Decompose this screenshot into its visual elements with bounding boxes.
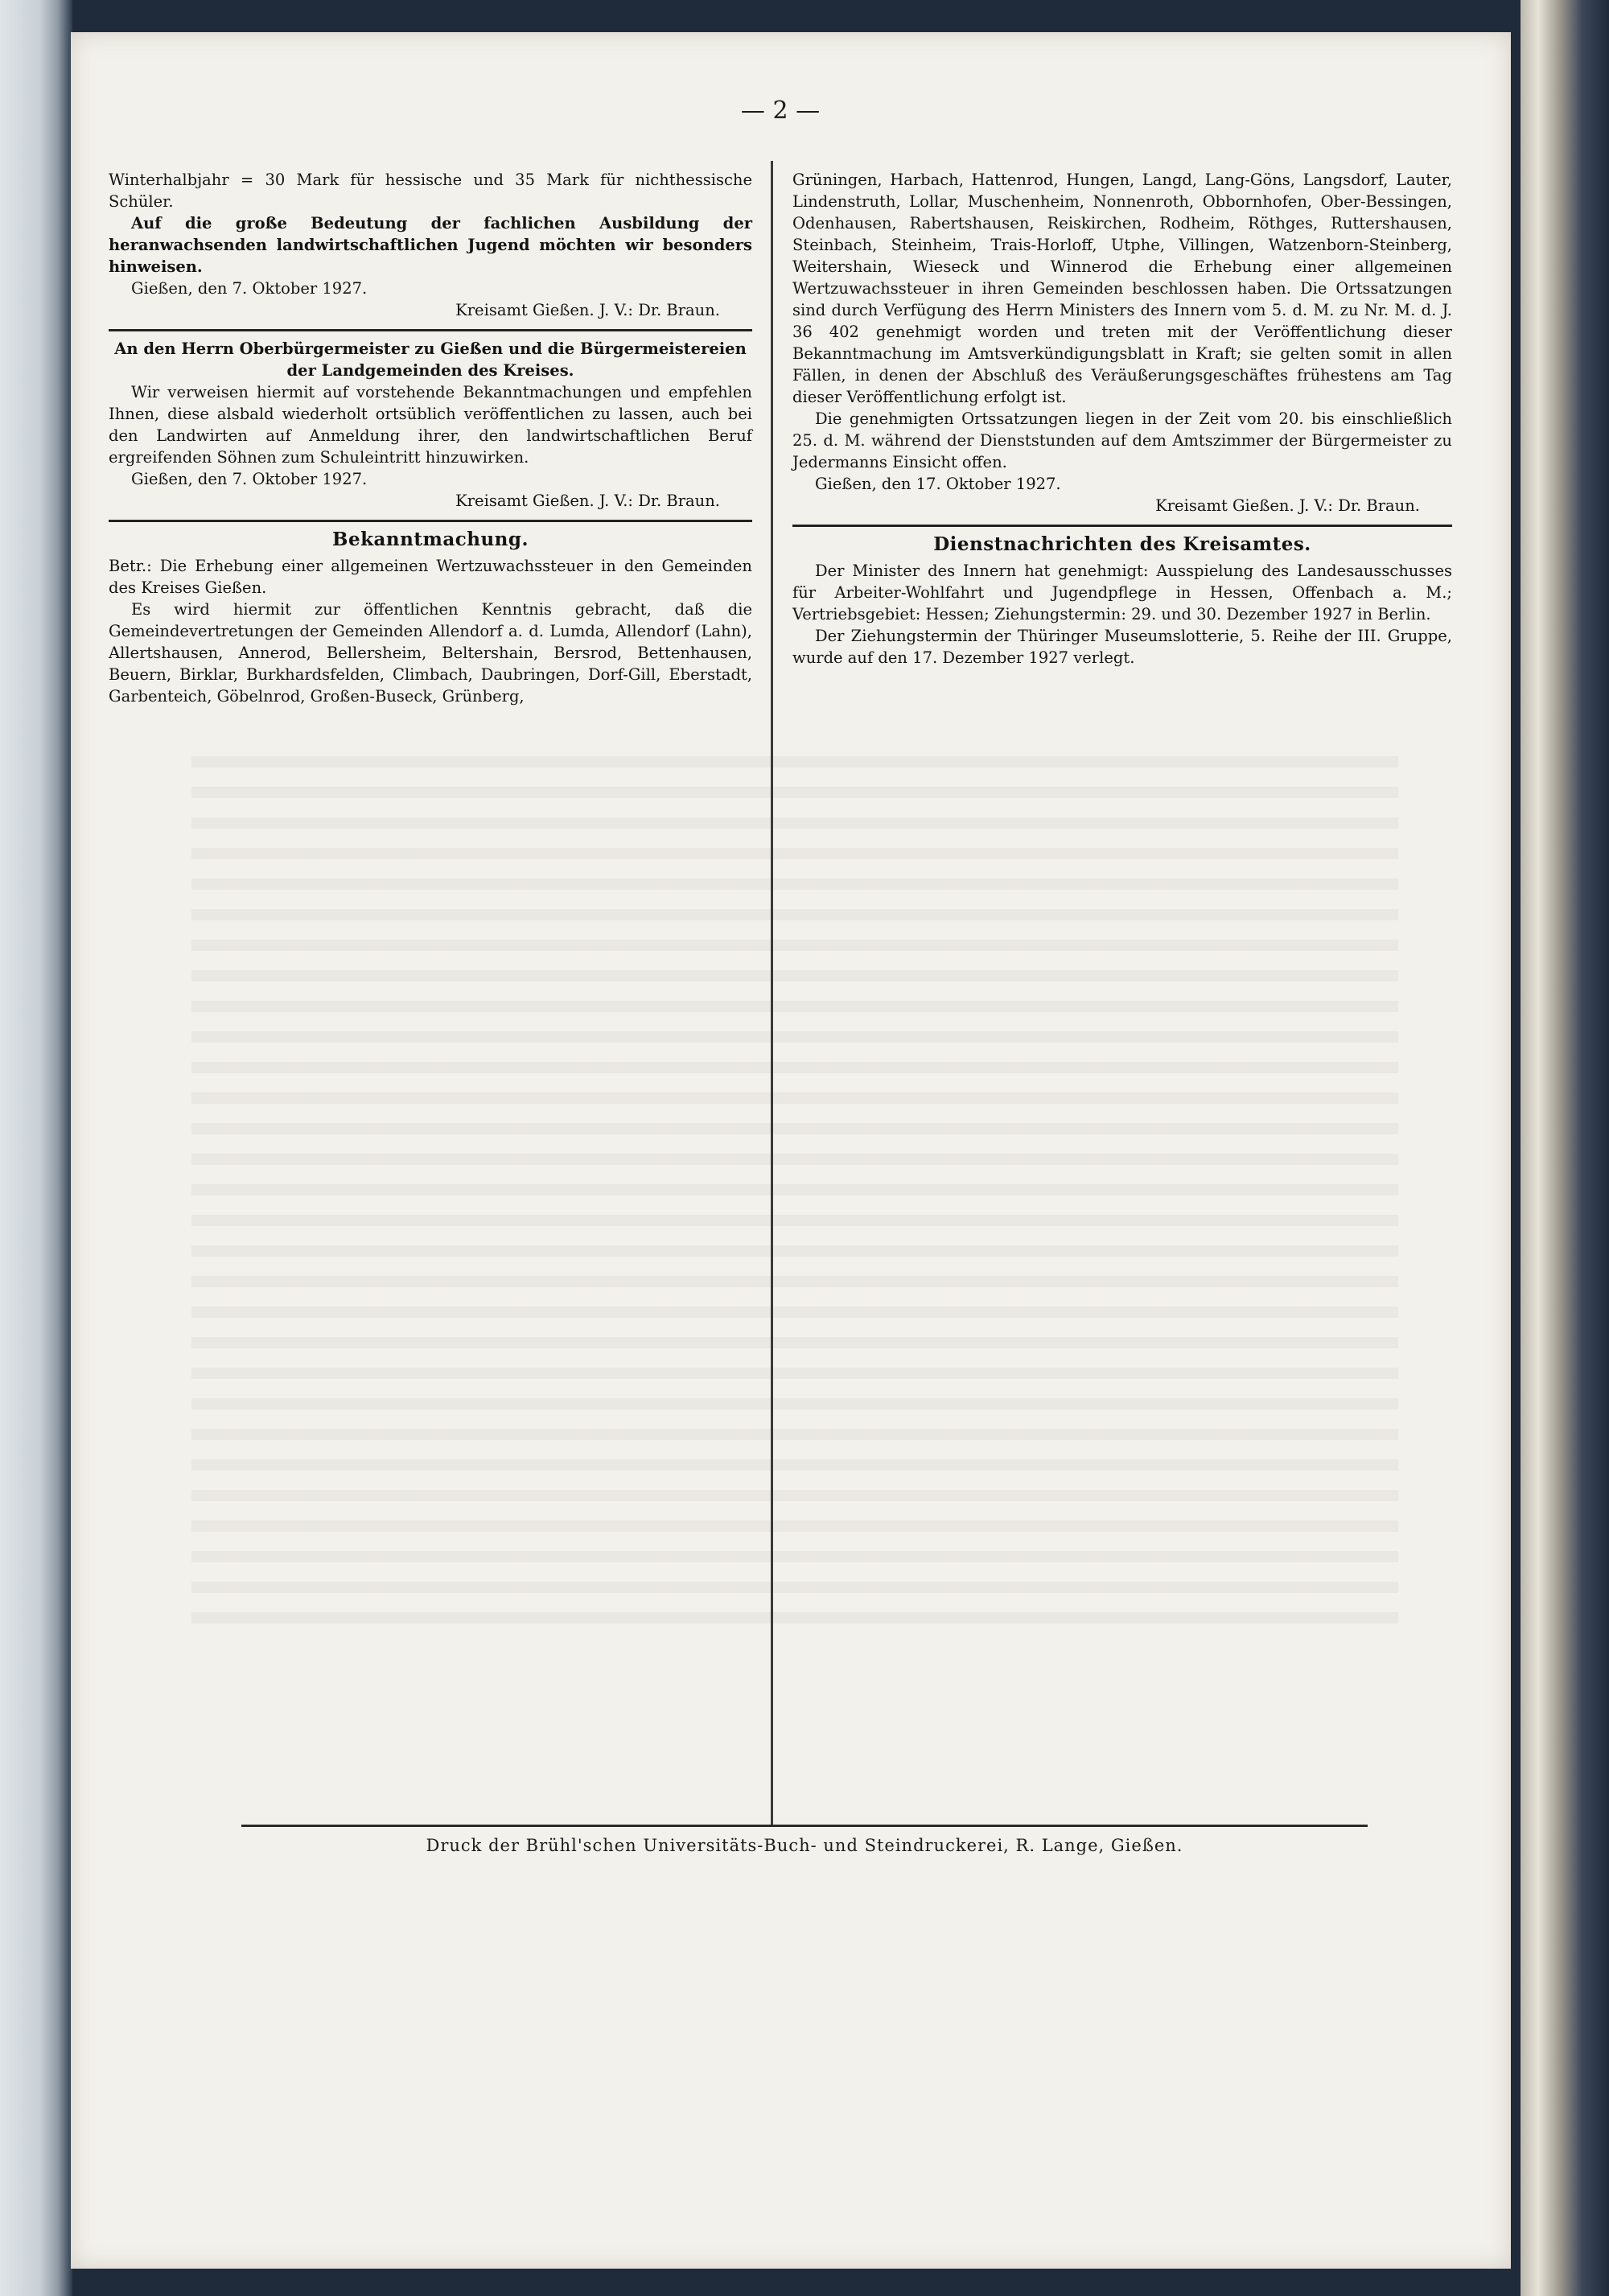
section-heading: Bekanntmachung. bbox=[332, 529, 529, 550]
printer-imprint: Druck der Brühl'schen Universitäts-Buch- und Steindruckerei, R. Lange, Gießen. bbox=[426, 1836, 1183, 1855]
section-rule bbox=[792, 525, 1452, 527]
signature: Kreisamt Gießen. J. V.: Dr. Braun. bbox=[455, 301, 720, 319]
paragraph: Winterhalbjahr = 30 Mark für hessische und 35 Mark für nichthessische Schüler. bbox=[109, 171, 752, 211]
left-column bbox=[109, 169, 752, 707]
date-line: Gießen, den 7. Oktober 1927. bbox=[131, 279, 368, 298]
paragraph: Es wird hiermit zur öffentlichen Kenntnis gebracht, daß die Gemeindevertretungen der Gemeinden Allendorf a. d. Lumda, Allendorf (Lahn), Allertshausen, Annerod, Bellersheim, Beltershain, Bersrod, Bettenhausen, Beuern, Birklar, Burkhardsfelden, Climbach, Daubringen, Dorf-Gill, Eberstadt, Garbenteich, Göbelnrod, Großen-Buseck, Grünberg, bbox=[109, 600, 752, 706]
page-number: — 2 — bbox=[740, 97, 821, 125]
section-rule bbox=[109, 329, 752, 331]
date-line: Gießen, den 7. Oktober 1927. bbox=[131, 470, 368, 488]
show-through-text bbox=[191, 756, 1398, 1641]
column-divider bbox=[771, 161, 773, 1826]
paragraph: Wir verweisen hiermit auf vorstehende Bekanntmachungen und empfehlen Ihnen, diese alsbald wiederholt ortsüblich veröffentlichen zu lassen, auch bei den Landwirten auf Anmeldung ihrer, den landwirtschaftlichen Beruf ergreifenden Söhnen zum Schuleintritt hinzuwirken. bbox=[109, 383, 752, 467]
paragraph: Die genehmigten Ortssatzungen liegen in der Zeit vom 20. bis einschließlich 25. d. M. während der Dienststunden auf dem Amtszimmer der Bürgermeister zu Jedermanns Einsicht offen. bbox=[792, 409, 1452, 471]
section-heading: Dienstnachrichten des Kreisamtes. bbox=[933, 533, 1311, 555]
signature: Kreisamt Gießen. J. V.: Dr. Braun. bbox=[455, 492, 720, 510]
paragraph: Grüningen, Harbach, Hattenrod, Hungen, Langd, Lang-Göns, Langsdorf, Lauter, Lindenstruth, Lollar, Muschenheim, Nonnenroth, Obbornhofen, Ober-Bessingen, Odenhausen, Rabertshausen, Reiskirchen, Rodheim, Röthges, Ruttershausen, Steinbach, Steinheim, Trais-Horloff, Utphe, Villingen, Watzenborn-Steinberg, Weitershain, Wieseck und Winnerod die Erhebung einer allgemeinen Wertzuwachssteuer in ihren Gemeinden beschlossen haben. Die Ortssatzungen sind durch Verfügung des Herrn Ministers des Innern vom 5. d. M. zu Nr. M. d. J. 36 402 genehmigt worden und treten mit der Veröffentlichung dieser Bekanntmachung im Amtsverkündigungsblatt in Kraft; sie gelten somit in allen Fällen, in denen der Abschluß des Veräußerungsgeschäftes frühestens am Tag dieser Veröffentlichung erfolgt ist. bbox=[792, 171, 1452, 406]
paragraph: Der Minister des Innern hat genehmigt: Ausspielung des Landesausschusses für Arbeiter-Wohlfahrt und Jugendpflege in Hessen, Offenbach a. M.; Vertriebsgebiet: Hessen; Ziehungstermin: 29. und 30. Dezember 1927 in Berlin. bbox=[792, 562, 1452, 623]
date-line: Gießen, den 17. Oktober 1927. bbox=[815, 475, 1061, 493]
footer-rule bbox=[241, 1825, 1368, 1827]
right-column bbox=[792, 169, 1452, 669]
book-spine-edge bbox=[1521, 0, 1609, 2296]
section-heading: An den Herrn Oberbürgermeister zu Gießen und die Bürgermeistereien der Landgemeinden des Kreises. bbox=[114, 339, 747, 380]
left-page-edge bbox=[0, 0, 72, 2296]
paragraph: Der Ziehungstermin der Thüringer Museumslotterie, 5. Reihe der III. Gruppe, wurde auf den 17. Dezember 1927 verlegt. bbox=[792, 627, 1452, 667]
signature: Kreisamt Gießen. J. V.: Dr. Braun. bbox=[1155, 496, 1420, 515]
section-rule bbox=[109, 520, 752, 522]
subject-line: Betr.: Die Erhebung einer allgemeinen Wertzuwachssteuer in den Gemeinden des Kreises Gießen. bbox=[109, 557, 752, 597]
paragraph: Auf die große Bedeutung der fachlichen Ausbildung der heranwachsenden landwirtschaftlichen Jugend möchten wir besonders hinweisen. bbox=[109, 214, 752, 276]
